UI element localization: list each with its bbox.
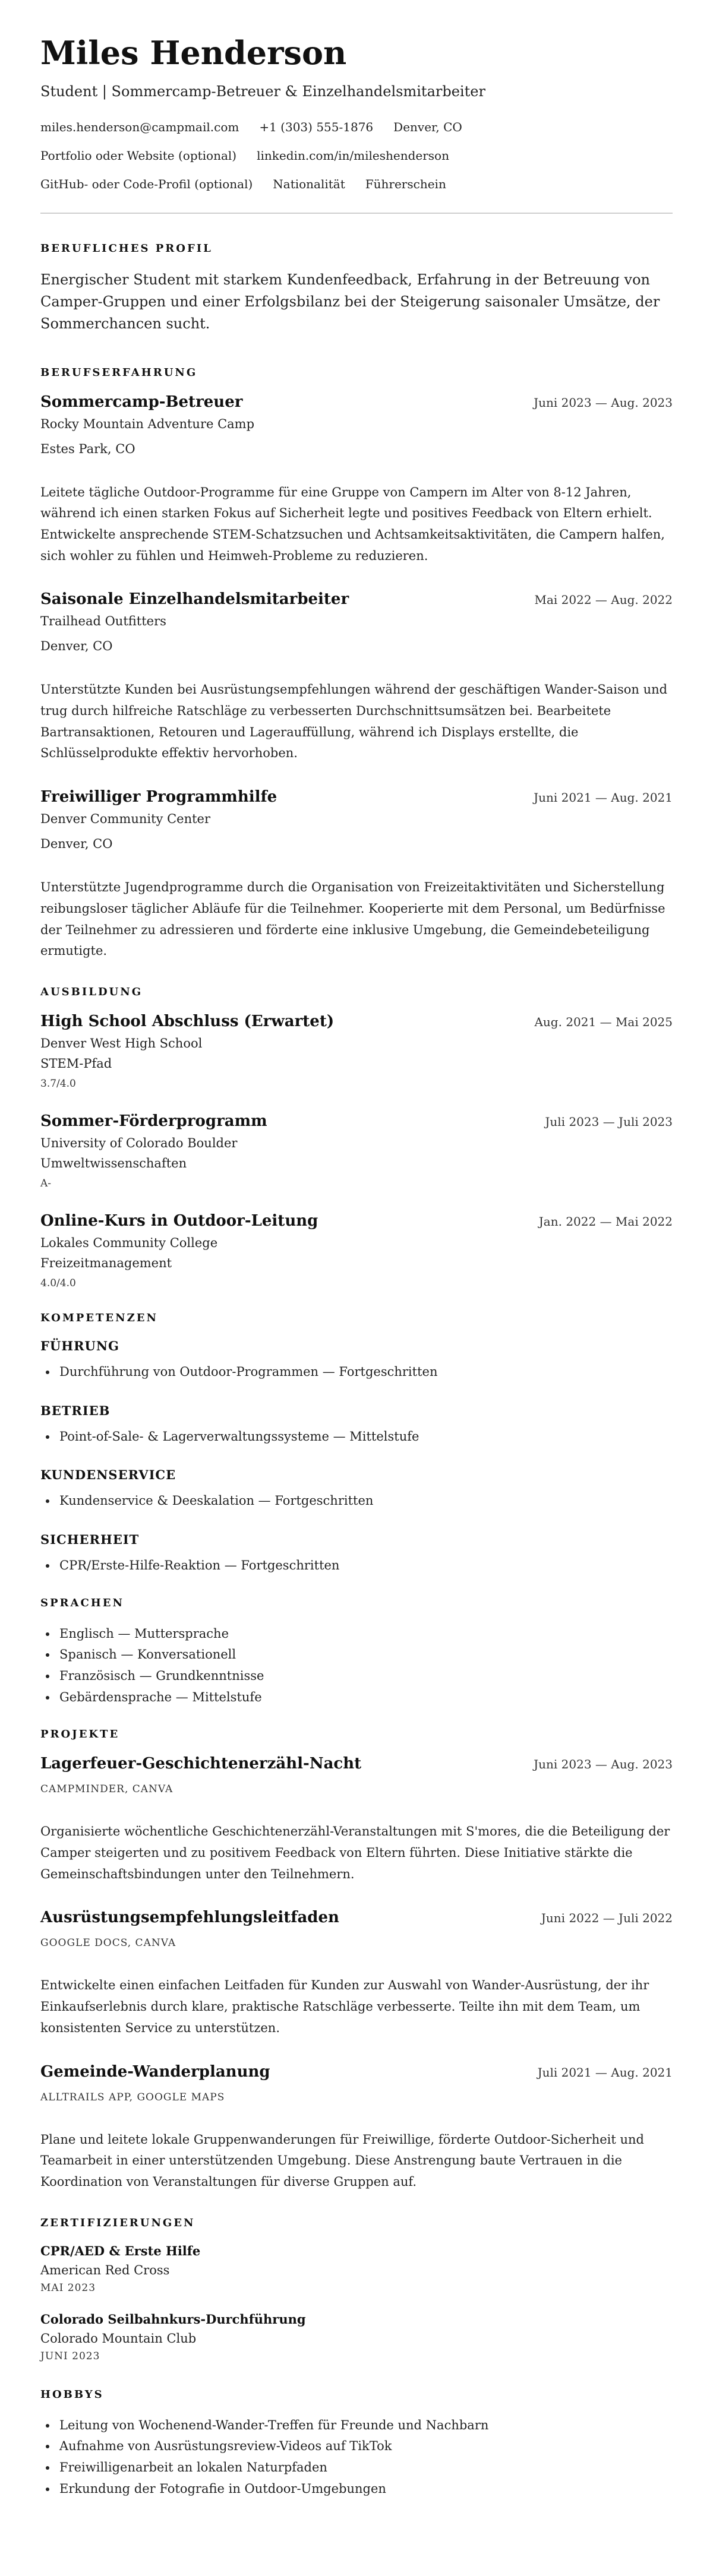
skill-category: BETRIEB <box>40 1403 111 1418</box>
job-date: Juni 2021 — Aug. 2021 <box>534 790 673 805</box>
headline: Student | Sommercamp-Betreuer & Einzelhandelsmitarbeiter <box>40 83 485 100</box>
education-entry <box>40 1012 673 1090</box>
job-title: Sommercamp-Betreuer <box>40 393 243 411</box>
grade: A- <box>40 1177 52 1189</box>
language-item: • Gebärdensprache — Mittelstufe <box>57 1687 673 1708</box>
school-name: University of Colorado Boulder <box>40 1135 238 1150</box>
contact-linkedin[interactable]: linkedin.com/in/mileshenderson <box>257 148 449 163</box>
skill-list <box>40 1362 673 1383</box>
job-location: Denver, CO <box>40 639 113 654</box>
project-entry <box>40 1909 673 2039</box>
degree-date: Aug. 2021 — Mai 2025 <box>534 1014 673 1029</box>
job-title: Freiwilliger Programmhilfe <box>40 788 277 806</box>
hobby-item: • Freiwilligenarbeit an lokalen Naturpfaden <box>57 2457 673 2479</box>
certification-title: Colorado Seilbahnkurs-Durchführung <box>40 2311 306 2327</box>
skill-item: • Kundenservice & Deeskalation — Fortgeschritten <box>57 1490 673 1512</box>
languages-section-title: SPRACHEN <box>40 1596 124 1609</box>
field-of-study: Freizeitmanagement <box>40 1255 172 1270</box>
job-date: Mai 2022 — Aug. 2022 <box>534 593 673 607</box>
hobby-item: • Leitung von Wochenend-Wander-Treffen für Freunde und Nachbarn <box>57 2415 673 2436</box>
profile-section-title: BERUFLICHES PROFIL <box>40 242 213 255</box>
project-title: Ausrüstungsempfehlungsleitfaden <box>40 1909 339 1927</box>
contact-row-1 <box>40 120 673 134</box>
skill-category: SICHERHEIT <box>40 1531 140 1547</box>
field-of-study: Umweltwissenschaften <box>40 1156 187 1170</box>
project-title: Gemeinde-Wanderplanung <box>40 2062 270 2081</box>
job-location: Denver, CO <box>40 837 113 852</box>
experience-section-title: BERUFSERFAHRUNG <box>40 366 198 379</box>
experience-entry <box>40 788 673 962</box>
language-item: • Französisch — Grundkenntnisse <box>57 1666 673 1687</box>
degree-title: Online-Kurs in Outdoor-Leitung <box>40 1211 318 1230</box>
school-name: Denver West High School <box>40 1036 203 1050</box>
job-description: Unterstützte Jugendprogramme durch die Organisation von Freizeitaktivitäten und Sicherstellung reibungsloser täglicher Abläufe für die Teilnehmer. Kooperierte mit dem Personal, um Bedürfnisse der Teilnehmer zu adressieren und förderte eine inklusive Umgebung, die Gemeindebeteiligung ermutigte. <box>40 880 665 958</box>
job-title: Saisonale Einzelhandelsmitarbeiter <box>40 590 349 609</box>
contact-email[interactable]: miles.henderson@campmail.com <box>40 120 239 135</box>
skill-category: KUNDENSERVICE <box>40 1467 176 1483</box>
hobby-item: • Aufnahme von Ausrüstungsreview-Videos auf TikTok <box>57 2436 673 2457</box>
project-entry <box>40 2063 673 2193</box>
skill-item: • Durchführung von Outdoor-Programmen — Fortgeschritten <box>57 1362 673 1383</box>
degree-date: Jan. 2022 — Mai 2022 <box>538 1214 673 1229</box>
skill-list <box>40 1426 673 1448</box>
job-employer: Trailhead Outfitters <box>40 614 166 629</box>
certification-date: MAI 2023 <box>40 2281 96 2294</box>
job-location: Estes Park, CO <box>40 441 135 456</box>
grade: 4.0/4.0 <box>40 1277 76 1289</box>
certification-entry <box>40 2243 673 2294</box>
job-description: Leitete tägliche Outdoor-Programme für eine Gruppe von Campern im Alter von 8-12 Jahren, während ich einen starken Fokus auf Sicherheit legte und positives Feedback von Eltern erhielt. Entwickelte ansprechende STEM-Schatzsuchen und Achtsamkeitsaktivitäten, die Campern halfen, sich wohler zu fühlen und Heimweh-Probleme zu reduzieren. <box>40 485 665 563</box>
degree-date: Juli 2023 — Juli 2023 <box>545 1114 673 1129</box>
degree-title: High School Abschluss (Erwartet) <box>40 1012 335 1030</box>
degree-title: Sommer-Förderprogramm <box>40 1112 267 1130</box>
project-tools: GOOGLE DOCS, CANVA <box>40 1937 176 1950</box>
certification-date: JUNI 2023 <box>40 2350 100 2362</box>
project-description: Plane und leitete lokale Gruppenwanderungen für Freiwillige, förderte Outdoor-Sicherheit und Teamarbeit in einer unterstützenden Umgebung. Diese Anstrengung baute Vertrauen in die Koordination von Veranstaltungen für diverse Gruppen auf. <box>40 2132 644 2189</box>
certifications-section-title: ZERTIFIZIERUNGEN <box>40 2216 195 2229</box>
certification-entry <box>40 2312 673 2362</box>
contact-row-2 <box>40 148 673 163</box>
skills-section-title: KOMPETENZEN <box>40 1311 158 1324</box>
language-list <box>40 1624 673 1708</box>
project-description: Organisierte wöchentliche Geschichtenerzähl-Veranstaltungen mit S'mores, die die Beteiligung der Camper steigerten und zu positivem Feedback von Eltern führten. Diese Initiative stärkte die Gemeinschaftsbindungen unter den Teilnehmern. <box>40 1824 670 1881</box>
profile-summary: Energischer Student mit starkem Kundenfeedback, Erfahrung in der Betreuung von Camper-Gruppen und einer Erfolgsbilanz bei der Steigerung saisonaler Umsätze, der Sommerchancen sucht. <box>40 271 660 333</box>
contact-location: Denver, CO <box>393 120 462 135</box>
project-date: Juni 2023 — Aug. 2023 <box>534 1757 673 1772</box>
projects-section-title: PROJEKTE <box>40 1728 120 1741</box>
education-entry <box>40 1212 673 1289</box>
job-date: Juni 2023 — Aug. 2023 <box>534 395 673 410</box>
skill-list <box>40 1490 673 1512</box>
skill-item: • Point-of-Sale- & Lagerverwaltungssysteme — Mittelstufe <box>57 1426 673 1448</box>
project-date: Juli 2021 — Aug. 2021 <box>537 2065 673 2080</box>
project-date: Juni 2022 — Juli 2022 <box>541 1911 673 1926</box>
hobby-list <box>40 2415 673 2500</box>
education-section-title: AUSBILDUNG <box>40 985 143 998</box>
experience-entry <box>40 393 673 567</box>
header-divider <box>40 213 673 214</box>
certification-issuer: Colorado Mountain Club <box>40 2331 197 2346</box>
education-entry <box>40 1112 673 1189</box>
contact-row-3 <box>40 177 673 191</box>
contact-nationality: Nationalität <box>273 177 345 192</box>
skill-category: FÜHRUNG <box>40 1338 119 1353</box>
experience-entry <box>40 590 673 764</box>
project-title: Lagerfeuer-Geschichtenerzähl-Nacht <box>40 1755 362 1773</box>
job-employer: Denver Community Center <box>40 812 211 827</box>
project-tools: CAMPMINDER, CANVA <box>40 1783 173 1796</box>
contact-license: Führerschein <box>365 177 446 192</box>
skill-list <box>40 1555 673 1577</box>
job-description: Unterstützte Kunden bei Ausrüstungsempfehlungen während der geschäftigen Wander-Saison und trug durch hilfreiche Ratschläge zu verbesserten Durchschnittsumsätzen bei. Bearbeitete Bartransaktionen, Retouren und Lagerauffüllung, während ich Displays erstellte, die Schlüsselprodukte effektiv hervorhoben. <box>40 682 668 761</box>
certification-issuer: American Red Cross <box>40 2262 170 2277</box>
hobbies-section-title: HOBBYS <box>40 2388 104 2401</box>
skill-item: • CPR/Erste-Hilfe-Reaktion — Fortgeschritten <box>57 1555 673 1577</box>
language-item: • Spanisch — Konversationell <box>57 1644 673 1666</box>
job-employer: Rocky Mountain Adventure Camp <box>40 416 255 431</box>
contact-portfolio[interactable]: Portfolio oder Website (optional) <box>40 148 237 163</box>
grade: 3.7/4.0 <box>40 1077 76 1090</box>
contact-phone[interactable]: +1 (303) 555-1876 <box>259 120 374 135</box>
candidate-name: Miles Henderson <box>40 34 347 72</box>
project-entry <box>40 1755 673 1885</box>
language-item: • Englisch — Muttersprache <box>57 1624 673 1645</box>
certification-title: CPR/AED & Erste Hilfe <box>40 2243 201 2258</box>
contact-github[interactable]: GitHub- oder Code-Profil (optional) <box>40 177 253 192</box>
field-of-study: STEM-Pfad <box>40 1056 112 1071</box>
school-name: Lokales Community College <box>40 1235 218 1250</box>
project-tools: ALLTRAILS APP, GOOGLE MAPS <box>40 2091 225 2103</box>
project-description: Entwickelte einen einfachen Leitfaden für Kunden zur Auswahl von Wander-Ausrüstung, der ihr Einkaufserlebnis durch klare, praktische Ratschläge verbesserte. Teilte ihn mit dem Team, um konsistenten Service zu unterstützen. <box>40 1978 649 2035</box>
hobby-item: • Erkundung der Fotografie in Outdoor-Umgebungen <box>57 2479 673 2500</box>
